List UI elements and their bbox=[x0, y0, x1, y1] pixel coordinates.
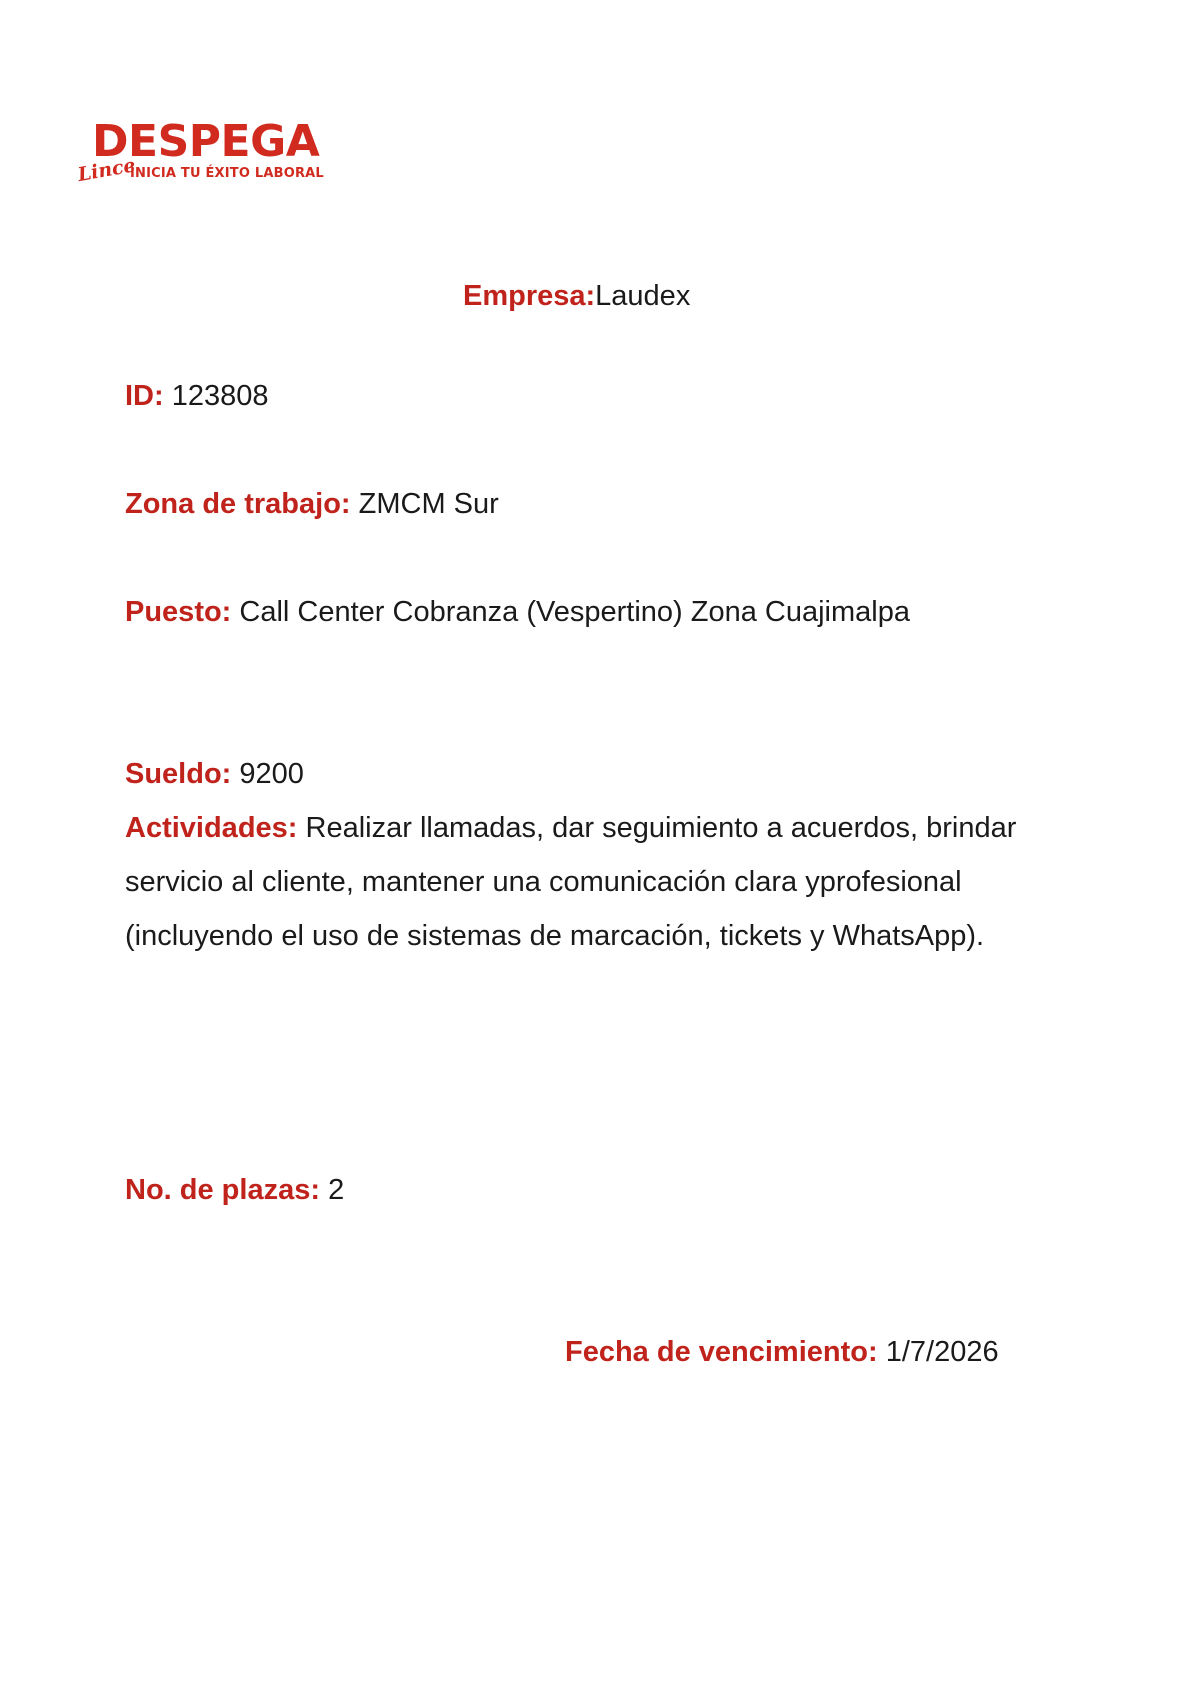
id-label: ID: bbox=[125, 380, 164, 412]
sueldo-value: 9200 bbox=[239, 758, 304, 790]
plazas-field bbox=[125, 1163, 344, 1217]
plazas-label: No. de plazas: bbox=[125, 1174, 320, 1206]
sueldo-label: Sueldo: bbox=[125, 758, 232, 790]
empresa-label: Empresa: bbox=[463, 280, 596, 312]
puesto-field bbox=[125, 585, 1085, 639]
logo-brand: DESPEGA bbox=[92, 116, 320, 167]
fecha-label: Fecha de vencimiento: bbox=[565, 1336, 878, 1368]
id-value: 123808 bbox=[171, 380, 269, 412]
zona-field bbox=[125, 477, 499, 531]
logo-script: Lince bbox=[76, 154, 138, 186]
puesto-value: Call Center Cobranza (Vespertino) Zona Cuajimalpa bbox=[239, 596, 910, 628]
puesto-label: Puesto: bbox=[125, 596, 232, 628]
fecha-value: 1/7/2026 bbox=[885, 1336, 999, 1368]
plazas-value: 2 bbox=[328, 1174, 345, 1206]
sueldo-field bbox=[125, 747, 304, 801]
fecha-field bbox=[565, 1325, 999, 1379]
id-field bbox=[125, 369, 269, 423]
actividades-label: Actividades: bbox=[125, 812, 298, 844]
empresa-value: Laudex bbox=[595, 280, 691, 312]
zona-value: ZMCM Sur bbox=[358, 488, 499, 520]
zona-label: Zona de trabajo: bbox=[125, 488, 351, 520]
logo-tagline: INICIA TU ÉXITO LABORAL bbox=[130, 166, 324, 181]
despega-logo bbox=[76, 116, 340, 198]
actividades-value: Realizar llamadas, dar seguimiento a acuerdos, brindar servicio al cliente, mantener una comunicación clara yprofesional (incluyendo el uso de sistemas de marcación, tickets y WhatsApp). bbox=[125, 812, 1017, 952]
actividades-field bbox=[125, 801, 1085, 963]
empresa-field bbox=[463, 269, 690, 323]
